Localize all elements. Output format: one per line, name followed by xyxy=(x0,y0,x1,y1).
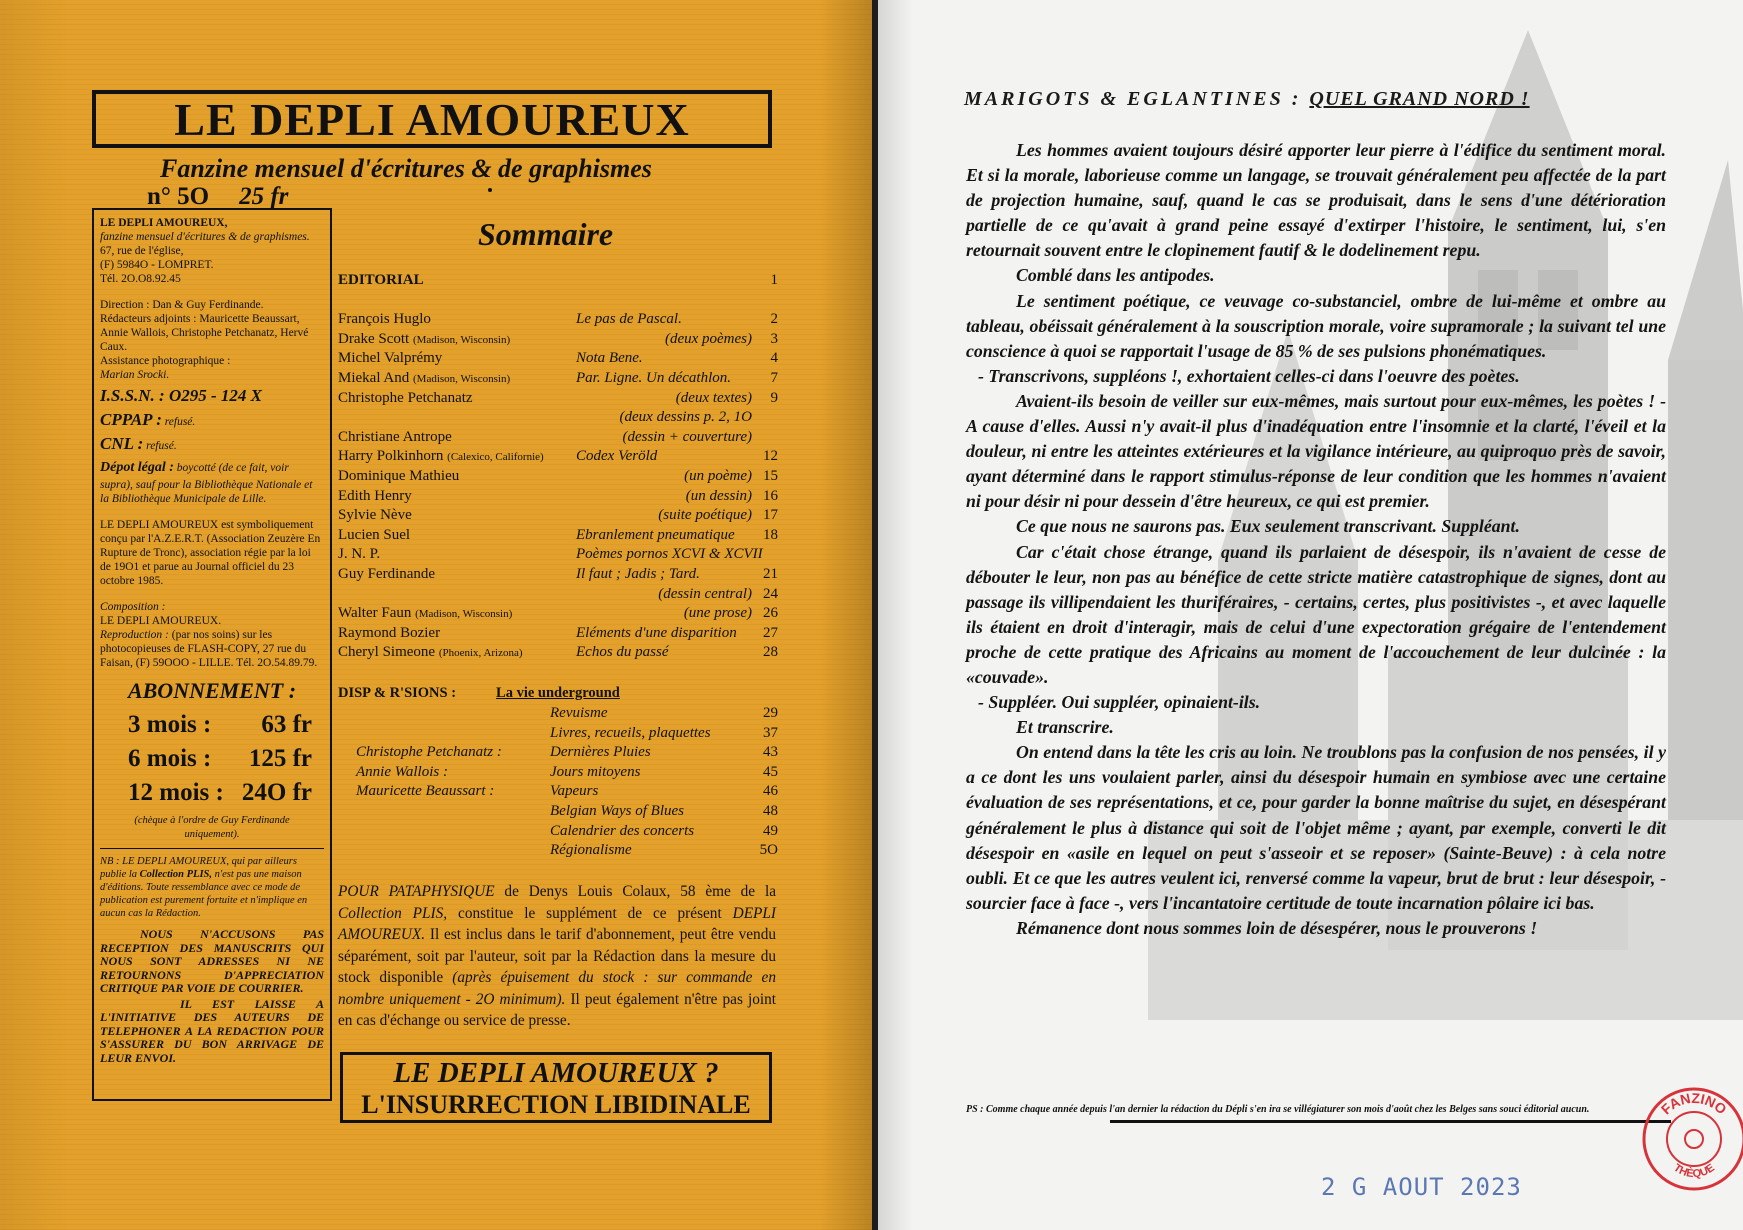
disp-row xyxy=(338,763,778,783)
toc-page: 3 xyxy=(770,330,778,347)
svg-text:FANZINO xyxy=(1658,1090,1730,1118)
disp-page: 49 xyxy=(763,822,778,839)
abonnement-price: 63 fr xyxy=(261,711,312,738)
toc-author: François Huglo xyxy=(338,311,431,328)
toc-row xyxy=(338,506,778,526)
nb-note-a: NB : LE DEPLI AMOUREUX, qui par ailleurs publie la xyxy=(100,856,297,880)
abonnement-price: 125 fr xyxy=(248,745,312,772)
toc-title: Il faut ; Jadis ; Tard. xyxy=(576,565,700,582)
toc-title: Par. Ligne. Un décathlon. xyxy=(576,369,731,386)
toc-page: 21 xyxy=(763,565,778,582)
disp-row xyxy=(338,782,778,802)
toc-author: Drake Scott (Madison, Wisconsin) xyxy=(338,330,511,347)
toc-row xyxy=(338,467,778,487)
pata-a: POUR PATAPHYSIQUE xyxy=(338,883,495,900)
article-title-b: QUEL GRAND NORD ! xyxy=(1309,88,1530,110)
toc-row xyxy=(338,330,778,350)
toc-author: Raymond Bozier xyxy=(338,624,441,641)
colophon-issn: I.S.S.N. : O295 - 124 X xyxy=(100,386,262,405)
warning-manuscripts: NOUS N'ACCUSONS PAS RECEPTION DES MANUSCRITS QUI NOUS SONT ADRESSES NI NE RETOURNONS D'APPRECIATION CRITIQUE PAR VOIE DE COURRIER. xyxy=(100,927,324,995)
toc-author: Lucien Suel xyxy=(338,526,411,543)
toc-author: Guy Ferdinande xyxy=(338,565,436,582)
toc-author: Christiane Antrope xyxy=(338,428,452,445)
toc-row xyxy=(338,389,778,409)
toc-title: (suite poétique) xyxy=(658,507,752,524)
toc-row xyxy=(338,408,778,428)
abonnement-duration: 3 mois : xyxy=(128,711,212,738)
svg-text:THÈQUE xyxy=(1671,1162,1717,1180)
toc-title: Nota Bene. xyxy=(576,350,643,367)
pataphysique-paragraph xyxy=(338,881,776,1032)
toc-row xyxy=(338,487,778,507)
disp-page: 37 xyxy=(763,724,778,741)
right-page xyxy=(878,0,1743,1230)
toc-author-note: (Madison, Wisconsin) xyxy=(415,608,513,621)
article-paragraph: Les hommes avaient toujours désiré apporter leur pierre à l'édifice du sentiment moral. Et si la morale, laborieuse comme un langage, se trouvait généralement peu affectée de la part de projection humaine, sauf, quand le cas se produisait, dans le sens d'une détérioration partielle de ce qu'avait à grand peine essayé d'extirper l'histoire, le sentiment, lui, s'en retournait souvent entre le clopinement fautif & le dodelinement repu. xyxy=(966,140,1666,261)
disp-row xyxy=(338,802,778,822)
article-paragraph: Comblé dans les antipodes. xyxy=(1016,265,1215,286)
toc-title: (deux dessins p. 2, 1O xyxy=(619,409,752,426)
masthead-title: LE DEPLI AMOUREUX xyxy=(174,94,690,145)
toc-title: Eléments d'une disparition xyxy=(576,624,737,641)
toc-author: Christophe Petchanatz xyxy=(338,389,473,406)
article-paragraph: Car c'était chose étrange, quand ils parlaient de désespoir, ils n'avaient de cesse de débouter le leur, non pas au bénéfice de cette stricte matière catastrophique de signes, dont au passage ils villipendaient les thuriféraires, - certains, certes, plus positivistes -, et avec laquelle ils étaient en droit d'interagir, mais de celui d'une expectoration grégaire de l'entendement proche de cette pratique des Africains au moment de l'accouchement de leur dulcinée : la «couvade». xyxy=(966,541,1666,687)
toc-author: J. N. P. xyxy=(338,546,381,563)
disp-title: Vapeurs xyxy=(550,783,599,800)
pata-g: (après épuisement du stock : sur commande en nombre uniquement - 2O minimum). xyxy=(338,969,776,1008)
masthead-subtitle: Fanzine mensuel d'écritures & de graphismes xyxy=(160,154,652,183)
colophon-addr2: (F) 5984O - LOMPRET. xyxy=(100,259,214,271)
toc-author-note: (Madison, Wisconsin) xyxy=(413,372,511,385)
insurrection-box xyxy=(340,1052,772,1123)
toc-author: Michel Valprémy xyxy=(338,350,443,367)
abonnement-price: 24O fr xyxy=(241,779,312,806)
disp-subheader: La vie underground xyxy=(496,685,620,701)
disp-row xyxy=(338,724,778,744)
issue-number: n° 5O xyxy=(147,183,210,210)
disp-author: Mauricette Beaussart : xyxy=(356,783,495,800)
pata-f: Il est inclus dans le tarif d'abonnement, peut être vendu séparément, soit par l'auteur, soit par la Rédaction dans la mesure du stock disponible xyxy=(338,926,776,986)
stamp-top-text: FANZINO xyxy=(1657,1089,1730,1118)
abonnement-cheque: (chèque à l'ordre de Guy Ferdinande uniquement). xyxy=(134,815,290,840)
toc-title: (deux textes) xyxy=(675,389,752,406)
disp-title: Belgian Ways of Blues xyxy=(550,802,685,819)
abonnement-list xyxy=(100,708,324,810)
toc-author-note: (Madison, Wisconsin) xyxy=(412,333,511,346)
toc-author: Edith Henry xyxy=(338,487,412,504)
toc-author: Cheryl Simeone (Phoenix, Arizona) xyxy=(338,644,523,661)
toc-row xyxy=(338,604,778,624)
disp-page: 43 xyxy=(763,744,778,761)
article-paragraph: - Suppléer. Oui suppléer, opinaient-ils. xyxy=(978,692,1261,713)
article-title xyxy=(964,88,1530,111)
toc-author: Walter Faun (Madison, Wisconsin) xyxy=(338,605,513,622)
toc-page: 28 xyxy=(763,644,778,661)
toc-row xyxy=(338,624,778,644)
pata-b: de Denys Louis Colaux, 58 ème de la xyxy=(494,883,776,900)
toc-row xyxy=(338,565,778,585)
article-body xyxy=(966,138,1666,941)
article-paragraph: Rémanence dont nous sommes loin de désespérer, nous le prouverons ! xyxy=(1016,917,1538,938)
toc-title: (dessin + couverture) xyxy=(622,428,752,445)
colophon-name: LE DEPLI AMOUREUX, xyxy=(100,217,228,229)
disp-title: Dernières Pluies xyxy=(550,744,651,761)
toc-page: 12 xyxy=(763,448,778,465)
disp-header xyxy=(338,685,620,702)
toc-title: Poèmes pornos XCVI & XCVII xyxy=(576,546,763,563)
toc-title: (une prose) xyxy=(683,605,752,622)
toc-row xyxy=(338,643,778,663)
toc-title: Le pas de Pascal. xyxy=(576,311,682,328)
masthead-box xyxy=(92,90,772,148)
issue-line xyxy=(147,183,288,211)
colophon-composition-val: LE DEPLI AMOUREUX. xyxy=(100,615,222,627)
disp-row xyxy=(338,841,778,861)
disp-page: 29 xyxy=(763,705,778,721)
abonnement-duration: 12 mois : xyxy=(128,779,224,806)
colophon-depot-val: boycotté (de ce fait, voir supra), sauf pour la Bibliothèque Nationale et la Bibliothèque Municipale de Lille. xyxy=(100,462,313,505)
insurrection-line2: L'INSURRECTION LIBIDINALE xyxy=(361,1090,751,1119)
disp-author: Annie Wallois : xyxy=(356,763,448,780)
toc-author-note: (Calexico, Californie) xyxy=(447,451,544,464)
article-paragraph: - Transcrivons, suppléons !, exhortaient celles-ci dans l'oeuvre des poètes. xyxy=(978,365,1520,386)
disp-header-label: DISP & R'SIONS : xyxy=(338,685,457,701)
disp-title: Jours mitoyens xyxy=(550,763,641,780)
toc-title: (dessin central) xyxy=(658,585,752,602)
toc-row xyxy=(338,369,778,389)
pata-d: constitue le supplément de ce présent xyxy=(447,904,733,922)
toc-title: (un dessin) xyxy=(685,487,752,504)
disp-title: Livres, recueils, plaquettes xyxy=(550,724,711,741)
toc-page: 1 xyxy=(770,272,778,288)
disp-page: 46 xyxy=(763,783,778,800)
ps-rule xyxy=(1110,1120,1671,1123)
disp-title: Revuisme xyxy=(550,705,608,721)
disp-list xyxy=(338,704,778,861)
nb-note-c: n'est pas une maison d'éditions. Toute ressemblance avec ce mode de publication est purement fortuite et n'implique en aucun cas la Rédaction. xyxy=(100,869,308,919)
article-title-a: MARIGOTS & EGLANTINES : xyxy=(964,88,1302,110)
toc-page: 17 xyxy=(763,507,778,524)
dot-mark xyxy=(488,188,492,192)
toc-row xyxy=(338,545,778,565)
toc-row xyxy=(338,526,778,546)
toc-author: Sylvie Nève xyxy=(338,507,412,524)
sommaire-title: Sommaire xyxy=(478,216,614,252)
toc-author: Harry Polkinhorn (Calexico, Californie) xyxy=(338,448,544,465)
toc-title: Ebranlement pneumatique xyxy=(576,526,735,543)
pata-h: Il peut également n'être pas joint en cas d'échange ou service de presse. xyxy=(338,990,776,1029)
toc-list xyxy=(338,271,778,663)
article-paragraph: Le sentiment poétique, ce veuvage co-substanciel, ombre de lui-même et ombre au tableau, obéissait généralement à la souscription morale, voire supramorale ; la suivant tel une conscience à quoi se rapportait l'usage de 85 % de ses pulsions phonématiques. xyxy=(966,290,1666,361)
toc-row xyxy=(338,291,778,311)
toc-title: (deux poèmes) xyxy=(664,330,752,347)
pata-c: Collection PLIS, xyxy=(338,904,448,922)
disp-page: 48 xyxy=(763,802,778,819)
toc-page: 2 xyxy=(770,311,778,328)
article-paragraph: On entend dans la tête les cris au loin. Ne troublons pas la confusion de nos pensées, il y a ce dont les uns voulaient parler, ainsi du désespoir humain en symbiose avec une certaine évaluation de ses représentations, et ce, pour garder la bonne maîtrise du sujet, en désespérant généralement le plus à distance qui soit de l'objet même ; ayant, par exemple, converti le dit désespoir en «asile en lequel on peut s'asseoir et se reposer» (Sainte-Beuve) : à cela notre oubli. Et ce que les autres veulent ici, renversé comme la vapeur, brut de brut : leur désespoir, - sourcier face à face -, vers l'incantatoire certitude de toute incarnation pôlaire ici bas. xyxy=(966,742,1666,913)
nb-note xyxy=(100,848,324,920)
colophon-assistance: Assistance photographique : xyxy=(100,355,231,367)
toc-row xyxy=(338,428,778,448)
toc-author: Dominique Mathieu xyxy=(338,467,460,484)
toc-page: 4 xyxy=(770,350,778,367)
colophon-reproduction: Reproduction : xyxy=(100,629,169,641)
colophon-redacteurs: Rédacteurs adjoints : Mauricette Beaussart, Annie Wallois, Christophe Petchanatz, Hervé Caux. xyxy=(100,313,309,353)
toc-page: 16 xyxy=(763,487,778,504)
toc-row xyxy=(338,349,778,369)
colophon-box xyxy=(92,208,332,1101)
colophon-cppap-val: refusé. xyxy=(164,416,196,428)
disp-page: 45 xyxy=(763,763,778,780)
article-paragraph: Et transcrire. xyxy=(1016,717,1114,738)
disp-title: Régionalisme xyxy=(550,842,632,859)
colophon-composition: Composition : xyxy=(100,601,166,613)
fanzinotheque-stamp xyxy=(1640,1085,1743,1193)
colophon-cnl-val: refusé. xyxy=(146,440,177,452)
article-paragraph: Ce que nous ne saurons pas. Eux seulement transcrivant. Suppléant. xyxy=(1016,516,1520,537)
colophon-cppap: CPPAP : xyxy=(100,410,162,429)
stamp-bottom-text: THÈQUE xyxy=(1671,1161,1717,1181)
abonnement-title: ABONNEMENT : xyxy=(127,678,297,703)
toc-title: Codex Veröld xyxy=(576,448,658,465)
toc-page: 26 xyxy=(763,605,778,622)
toc-page: 7 xyxy=(770,369,778,386)
toc-page: 24 xyxy=(763,585,778,602)
colophon-direction: Direction : Dan & Guy Ferdinande. xyxy=(100,299,264,311)
toc-row xyxy=(338,271,778,291)
warning-telephone: IL EST LAISSE A L'INITIATIVE DES AUTEURS DE TELEPHONER A LA REDACTION POUR S'ASSURER DU BON ARRIVAGE DE LEUR ENVOI. xyxy=(100,996,324,1065)
disp-title: Calendrier des concerts xyxy=(550,822,695,839)
ps-note: PS : Comme chaque année depuis l'an dernier la rédaction du Dépli s'en ira se villégiaturer son mois d'août chez les Belges sans souci éditorial aucun. xyxy=(966,1104,1590,1115)
colophon-depot: Dépot légal : xyxy=(100,460,174,475)
abonnement-row xyxy=(100,742,324,776)
disp-row xyxy=(338,822,778,842)
insurrection-line1: LE DEPLI AMOUREUX ? xyxy=(393,1057,719,1089)
toc-row xyxy=(338,310,778,330)
toc-page: 9 xyxy=(770,389,778,406)
colophon-tel: Tél. 2O.O8.92.45 xyxy=(100,273,181,285)
disp-page: 5O xyxy=(759,842,778,859)
toc-author-note: (Phoenix, Arizona) xyxy=(438,647,523,660)
colophon-photographer: Marian Srocki. xyxy=(100,369,170,381)
toc-page: 15 xyxy=(763,467,778,484)
pata-e: DEPLI AMOUREUX. xyxy=(338,904,776,943)
colophon-tagline: fanzine mensuel d'écritures & de graphismes. xyxy=(100,231,310,243)
colophon-reproduction-val: (par nos soins) sur les photocopieuses de FLASH-COPY, 27 rue du Faisan, (F) 59OOO - LILLE. Tél. 2O.54.89.79. xyxy=(100,629,318,669)
colophon-addr1: 67, rue de l'église, xyxy=(100,245,184,257)
colophon-concu: LE DEPLI AMOUREUX est symboliquement conçu par l'A.Z.E.R.T. (Association Zeuzère En Rupture de Tronc), association régie par la loi de 19O1 et parue au Journal officiel du 23 octobre 1985. xyxy=(100,519,321,587)
colophon-cnl: CNL : xyxy=(100,434,144,453)
abonnement-duration: 6 mois : xyxy=(128,745,212,772)
issue-price: 25 fr xyxy=(239,183,289,210)
disp-row xyxy=(338,743,778,763)
article-paragraph: Avaient-ils besoin de veiller sur eux-mêmes, mais surtout pour eux-mêmes, les poètes ! - A cause d'elles. Aussi n'y avait-il plus d'inadéquation entre l'insomnie et la clarté, l'éveil et la douleur, ni entre les atteintes extérieures et la vigilance intérieure, au quiproquo près de savoir, ayant déterminé dans le rapport stimulus-réponse de leur condition que les hommes n'avaient ni pour désir ni pour dessein d'être heureux, ce qui est premier. xyxy=(966,390,1666,512)
date-stamp: 2 G AOUT 2023 xyxy=(1321,1173,1522,1201)
toc-title: (un poème) xyxy=(684,467,752,484)
toc-row xyxy=(338,585,778,605)
toc-page: 18 xyxy=(763,526,778,543)
disp-author: Christophe Petchanatz : xyxy=(356,744,502,761)
toc-page: 27 xyxy=(763,624,778,641)
toc-author: Miekal And (Madison, Wisconsin) xyxy=(338,369,511,386)
toc-row xyxy=(338,447,778,467)
toc-title: Echos du passé xyxy=(576,644,669,661)
toc-author: EDITORIAL xyxy=(338,272,424,288)
disp-row xyxy=(338,704,778,724)
abonnement-row xyxy=(100,708,324,742)
abonnement-row xyxy=(100,776,324,810)
nb-note-b: Collection PLIS, xyxy=(139,869,213,880)
